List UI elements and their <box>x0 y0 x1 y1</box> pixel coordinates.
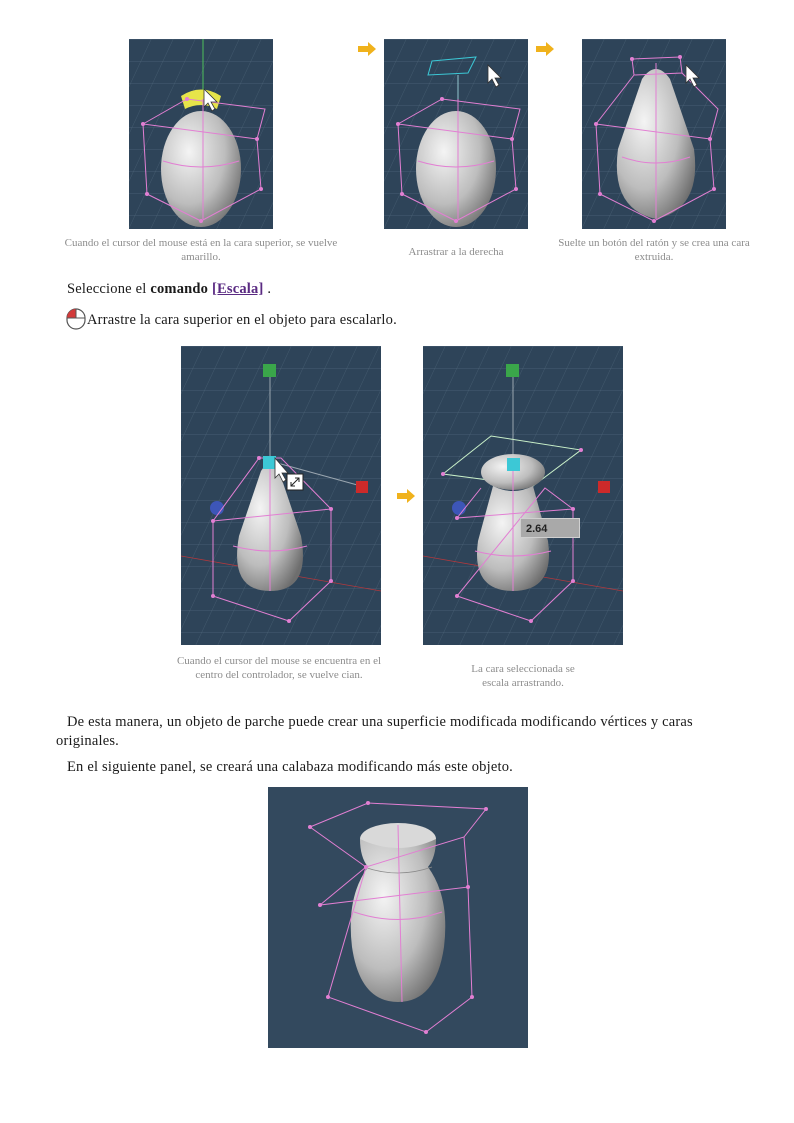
caption-drag-right: Arrastrar a la derecha <box>408 246 504 258</box>
paragraph-next-panel: En el siguiente panel, se creará una calabaza modificando más este objeto. <box>67 759 513 775</box>
arrow-right-icon <box>357 42 377 56</box>
viewport-hover-controller-cyan <box>181 346 381 645</box>
paragraph-patch-object: De esta manera, un objeto de parche puede crear una superficie modificada modificando vértices y caras originales. <box>56 714 693 749</box>
instruction-select-command <box>67 280 271 299</box>
instruction-suffix: . <box>263 281 272 297</box>
caption-hover-cyan: Cuando el cursor del mouse se encuentra en el centro del controlador, se vuelve cian. <box>176 655 382 681</box>
caption-scaled: La cara seleccionada se escala arrastrando. <box>471 663 575 689</box>
caption-extruded: Suelte un botón del ratón y se crea una cara extruida. <box>558 237 750 263</box>
viewport-hover-top-face <box>129 39 273 229</box>
viewport-extruded-face <box>582 39 726 229</box>
viewport-drag-right <box>384 39 528 229</box>
caption-hover-yellow: Cuando el cursor del mouse está en la cara superior, se vuelve amarillo. <box>64 237 338 263</box>
command-word: comando <box>150 281 209 297</box>
mouse-left-button-icon <box>66 308 86 330</box>
arrow-right-icon <box>535 42 555 56</box>
viewport-final-object <box>268 787 528 1048</box>
instruction-drag-to-scale <box>66 311 397 330</box>
arrow-right-icon <box>396 489 416 503</box>
instruction-text: Arrastre la cara superior en el objeto para escalarlo. <box>87 312 397 328</box>
scale-value-readout: 2.64 <box>520 518 580 538</box>
instruction-prefix: Seleccione el <box>67 281 151 297</box>
viewport-scaled-face <box>423 346 623 645</box>
scale-command-link[interactable]: [Escala] <box>211 281 264 297</box>
